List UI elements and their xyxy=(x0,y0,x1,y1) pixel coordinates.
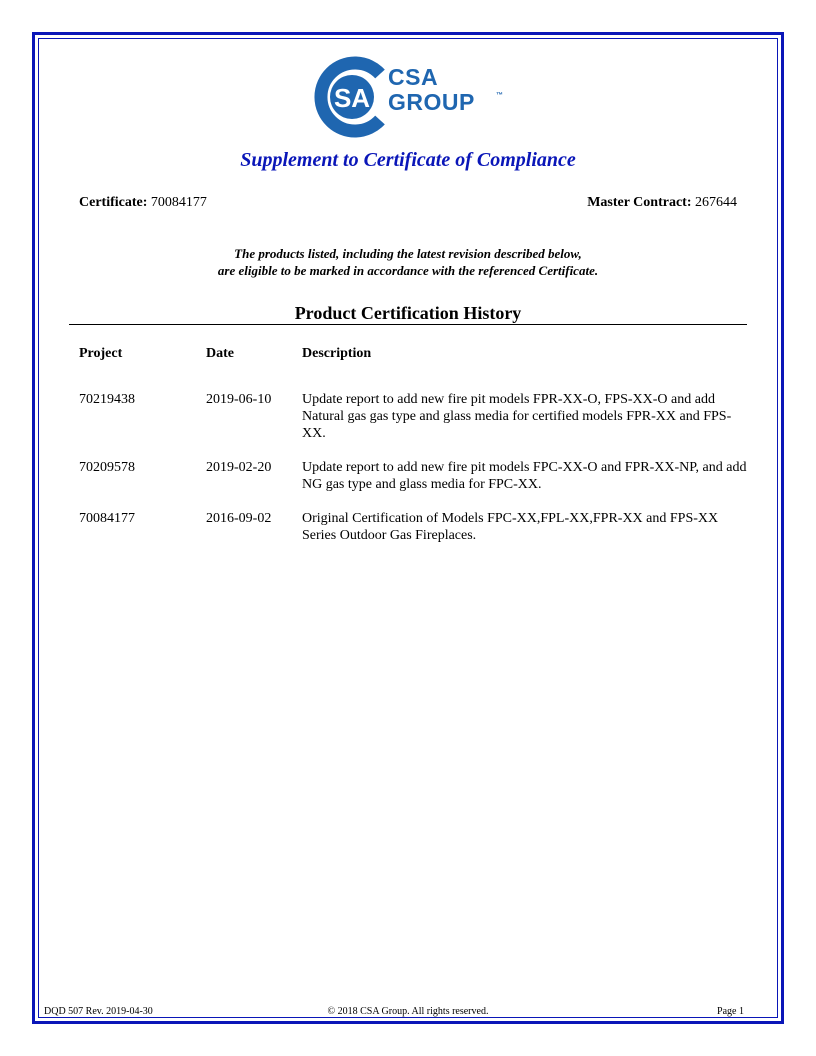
csa-group-logo xyxy=(312,54,502,140)
column-header-description: Description xyxy=(302,346,372,361)
logo-word-group: GROUP xyxy=(388,89,475,115)
master-contract-value: 267644 xyxy=(695,195,737,210)
logo-mark-text: SA xyxy=(333,83,371,113)
eligibility-line-1: The products listed, including the latest revision described below, xyxy=(234,246,582,261)
logo-trademark: ™ xyxy=(496,92,504,99)
csa-logo-mark-icon xyxy=(312,54,392,140)
footer-page-number: Page 1 xyxy=(717,1006,744,1017)
certificate-value: 70084177 xyxy=(150,195,207,210)
row-project: 70209578 xyxy=(79,460,135,475)
section-divider xyxy=(69,324,747,325)
section-title: Product Certification History xyxy=(294,303,522,323)
row-project: 70084177 xyxy=(79,511,135,526)
master-contract-label: Master Contract: xyxy=(587,195,692,210)
certificate-label: Certificate: xyxy=(79,195,148,210)
row-date: 2016-09-02 xyxy=(206,511,272,526)
column-header-project: Project xyxy=(79,346,123,361)
column-header-date: Date xyxy=(206,346,234,361)
row-project: 70219438 xyxy=(79,392,135,407)
document-title: Supplement to Certificate of Compliance xyxy=(240,149,576,171)
eligibility-line-2: are eligible to be marked in accordance with the referenced Certificate. xyxy=(217,263,599,278)
row-description: Original Certification of Models FPC-XX,FPL-XX,FPR-XX and FPS-XX Series Outdoor Gas Fireplaces. xyxy=(302,511,719,543)
logo-word-csa: CSA xyxy=(388,64,439,90)
eligibility-statement xyxy=(0,245,816,279)
footer-form-number: DQD 507 Rev. 2019-04-30 xyxy=(44,1006,153,1017)
row-date: 2019-06-10 xyxy=(206,392,272,407)
row-date: 2019-02-20 xyxy=(206,460,272,475)
certificate-number xyxy=(79,195,207,211)
footer-copyright: © 2018 CSA Group. All rights reserved. xyxy=(327,1006,489,1017)
master-contract xyxy=(587,195,737,211)
row-description: Update report to add new fire pit models FPC-XX-O and FPR-XX-NP, and add NG gas type and glass media for FPC-XX. xyxy=(302,460,747,492)
row-description: Update report to add new fire pit models FPR-XX-O, FPS-XX-O and add Natural gas gas type and glass media for certified models FPR-XX and FPS-XX. xyxy=(302,392,732,441)
